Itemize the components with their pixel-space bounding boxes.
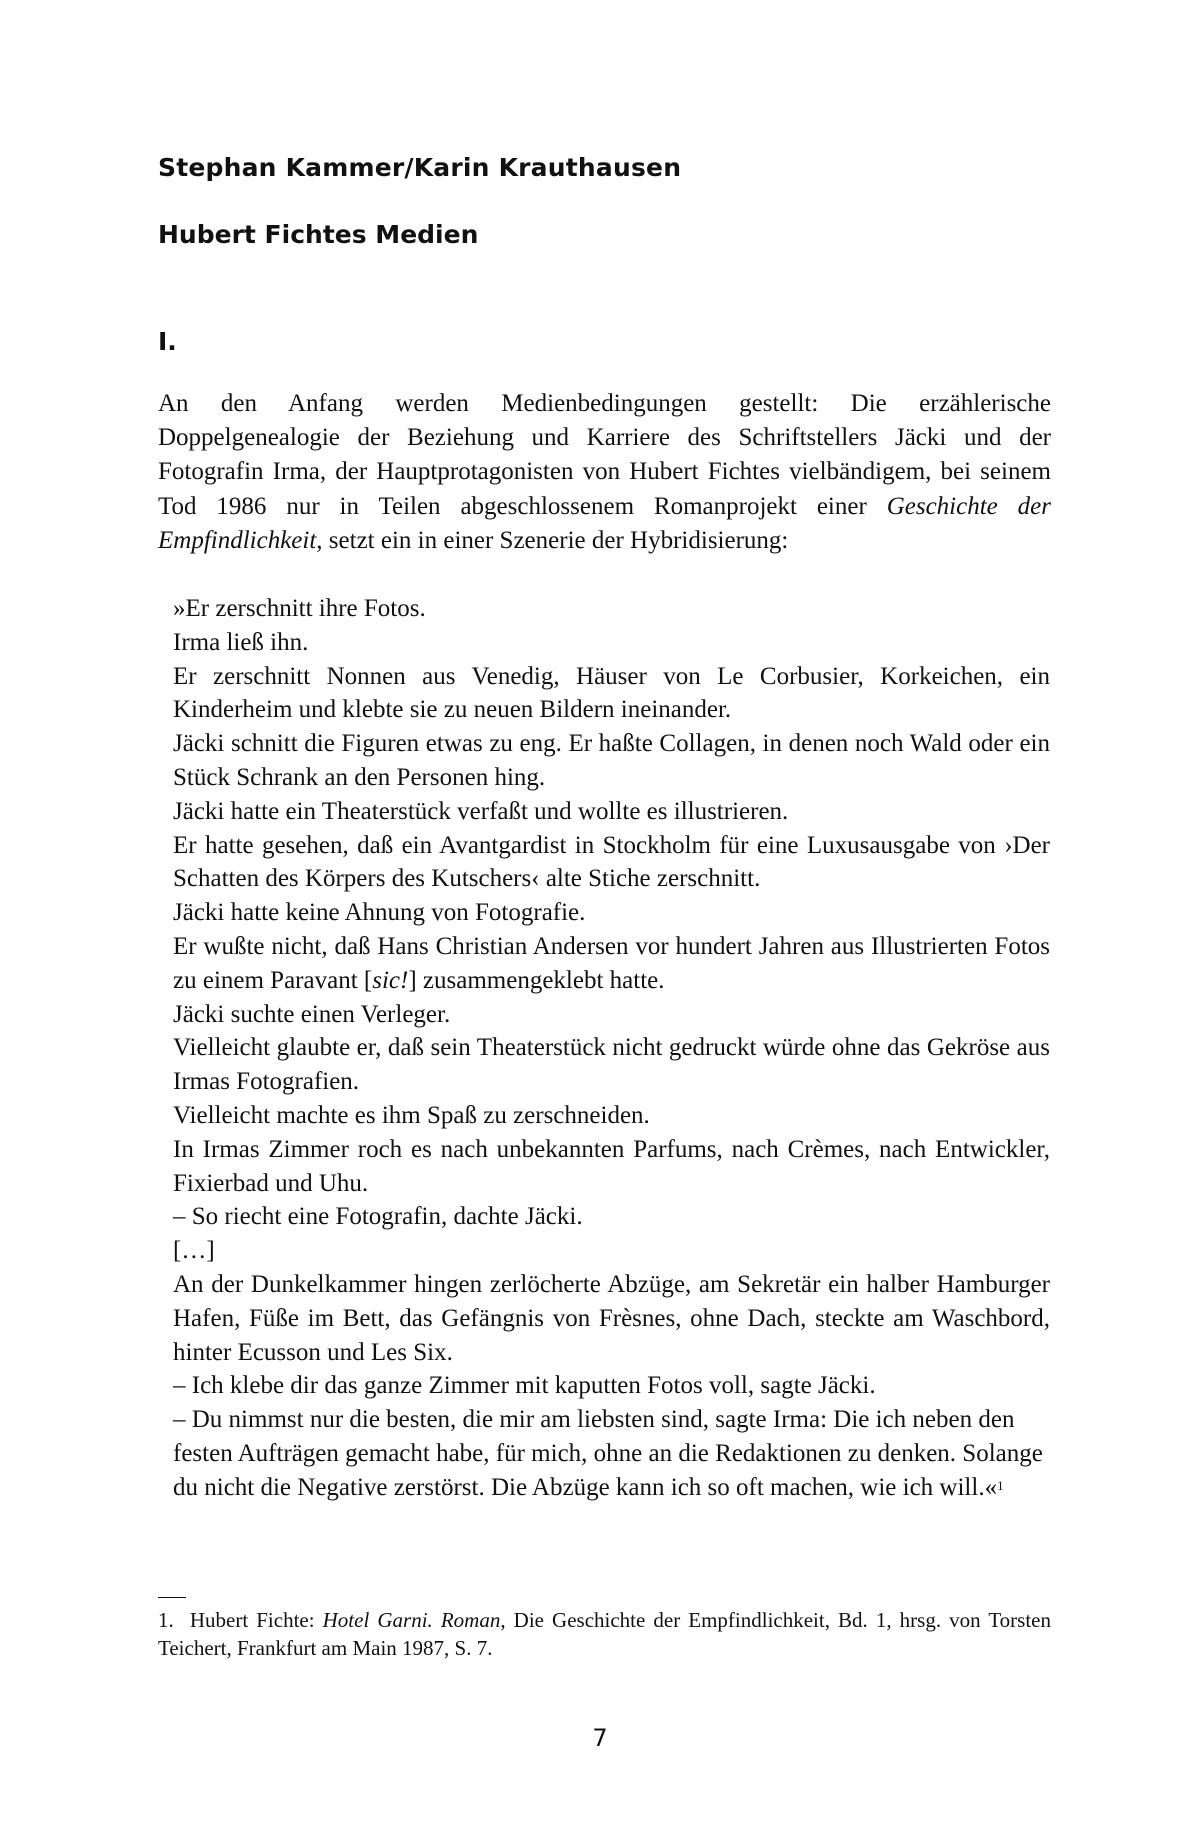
quote-line-sic <box>173 930 1050 998</box>
section-heading: I. <box>158 327 177 356</box>
author-names: Stephan Kammer/Karin Krauthausen <box>158 153 682 182</box>
intro-text-start: An den Anfang werden Medienbedingungen gestellt: Die erzählerische Doppelgenealogie der Beziehung und Karriere des Schriftstellers Jäcki und der Fotografin Irma, der Hauptprotagonisten von Hubert Fichtes vielbändigem, bei seinem Tod 1986 nur in Teilen abgeschlossenem Romanprojekt einer <box>158 390 1051 520</box>
quote-line: Jäcki schnitt die Figuren etwas zu eng. Er haßte Collagen, in denen noch Wald oder ein Stück Schrank an den Personen hing. <box>173 730 1050 791</box>
quote-line: Jäcki suchte einen Verleger. <box>173 1000 451 1028</box>
quote-line: Vielleicht glaubte er, daß sein Theaterstück nicht gedruckt würde ohne das Gekröse aus Irmas Fotografien. <box>173 1034 1050 1096</box>
quote-line: Jäcki hatte keine Ahnung von Fotografie. <box>173 899 586 927</box>
quote-line: Irma ließ ihn. <box>173 628 309 656</box>
quote-line: »Er zerschnitt ihre Fotos. <box>173 595 426 622</box>
quote-final-text: – Du nimmst nur die besten, die mir am liebsten sind, sagte Irma: Die ich neben den festen Aufträgen gemacht habe, für mich, ohne an die Redaktionen zu denken. Solange du nicht die Negative zerstörst. Die Abzüge kann ich so oft machen, wie ich will.« <box>173 1406 1043 1501</box>
quote-line: In Irmas Zimmer roch es nach unbekannten Parfums, nach Crèmes, nach Entwickler, Fixierbad und Uhu. <box>173 1135 1050 1197</box>
sic-italic: sic! <box>372 966 409 994</box>
quote-line: […] <box>173 1237 215 1265</box>
intro-paragraph <box>158 387 1051 558</box>
quote-line: – So riecht eine Fotografin, dachte Jäcki. <box>173 1203 583 1231</box>
page-number: 7 <box>592 1724 608 1752</box>
footnote-italic-title: Hotel Garni. Roman <box>322 1608 501 1632</box>
footnote-rest: , Die Geschichte der Empfindlichkeit, Bd. 1, hrsg. von Torsten Teichert, Frankfurt am Main 1987, S. 7. <box>158 1608 1052 1660</box>
quote-line: Vielleicht machte es ihm Spaß zu zerschneiden. <box>173 1101 650 1129</box>
quote-line: An der Dunkelkammer hingen zerlöcherte Abzüge, am Sekretär ein halber Hamburger Hafen, Füße im Bett, das Gefängnis von Frèsnes, ohne Dach, steckte am Waschbord, hinter Ecusson und Les Six. <box>173 1270 1050 1366</box>
sic-text-after: ] zusammengeklebt hatte. <box>408 966 665 994</box>
intro-italic-title: Geschichte der Empfindlichkeit <box>158 492 1051 554</box>
footnote-author: Hubert Fichte: <box>189 1608 323 1632</box>
footnote-number: 1. <box>158 1608 174 1632</box>
quote-line: Jäcki hatte ein Theaterstück verfaßt und wollte es illustrieren. <box>173 797 789 825</box>
quote-line: Er zerschnitt Nonnen aus Venedig, Häuser von Le Corbusier, Korkeichen, ein Kinderheim und klebte sie zu neuen Bildern ineinander. <box>173 662 1050 724</box>
intro-text-end: , setzt ein in einer Szenerie der Hybridisierung: <box>316 526 789 554</box>
sic-text-before: Er wußte nicht, daß Hans Christian Andersen vor hundert Jahren aus Illustrierten Fotos zu einem Paravant [ <box>173 932 1050 994</box>
footnote-divider <box>158 1597 186 1598</box>
chapter-title: Hubert Fichtes Medien <box>158 220 479 249</box>
block-quote <box>173 592 1050 1505</box>
footnote <box>158 1606 1051 1662</box>
quote-line: Er hatte gesehen, daß ein Avantgardist in Stockholm für eine Luxusausgabe von ›Der Schatten des Körpers des Kutschers‹ alte Stiche zerschnitt. <box>173 831 1050 893</box>
footnote-reference[interactable]: 1 <box>997 1477 1004 1493</box>
quote-line: – Ich klebe dir das ganze Zimmer mit kaputten Fotos voll, sagte Jäcki. <box>173 1372 876 1400</box>
quote-final-line <box>173 1403 1050 1504</box>
